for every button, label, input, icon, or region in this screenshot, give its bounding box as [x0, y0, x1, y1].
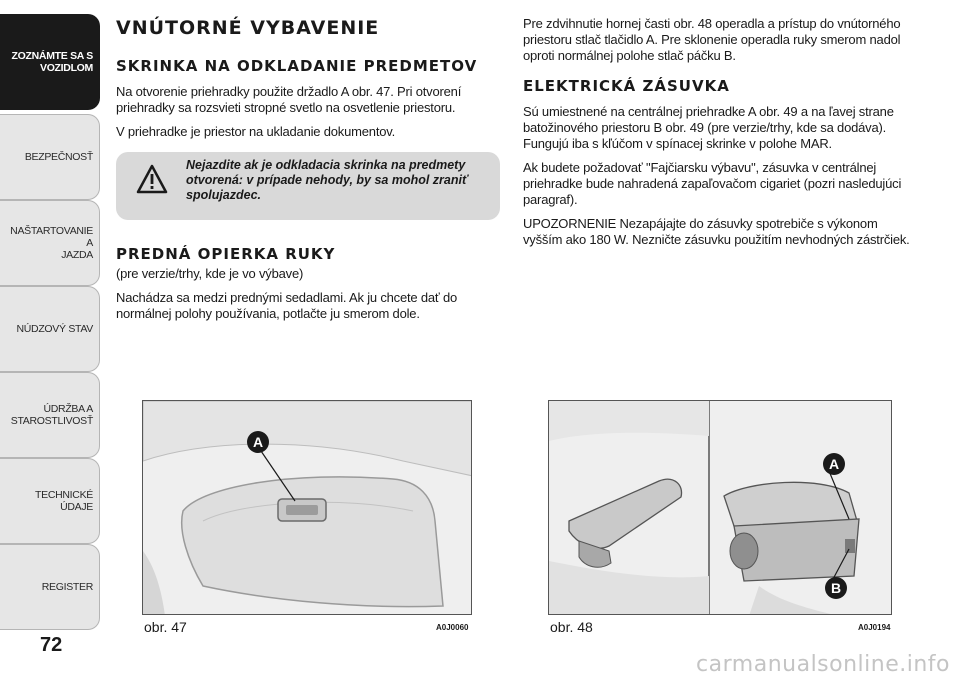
section-heading-socket: ELEKTRICKÁ ZÁSUVKA — [523, 77, 730, 95]
marker-a: A — [823, 453, 845, 475]
tab-label: TECHNICKÉ ÚDAJE — [35, 489, 93, 513]
page-number: 72 — [40, 634, 63, 656]
figure-48-armrest — [548, 400, 892, 615]
warning-triangle-icon — [136, 164, 168, 194]
tab-nudzovy-stav[interactable] — [0, 286, 100, 372]
left-column — [116, 16, 500, 330]
figure-47-caption: obr. 47 — [144, 619, 187, 635]
figure-48-code: A0J0194 — [858, 623, 891, 632]
paragraph-glovebox-open: Na otvorenie priehradky použite držadlo A obr. 47. Pri otvorení priehradky sa rozsvieti stropné svetlo na osvetlenie priestoru. — [116, 84, 462, 115]
glovebox-illustration — [143, 401, 472, 615]
chapter-sidebar — [0, 0, 104, 686]
tab-label: ZOZNÁMTE SA S VOZIDLOM — [11, 50, 93, 74]
paragraph-glovebox-docs: V priehradke je priestor na ukladanie dokumentov. — [116, 124, 396, 139]
figure-47-code: A0J0060 — [436, 623, 469, 632]
tab-nastartovanie-a-jazda[interactable] — [0, 200, 100, 286]
paragraph-socket-location: Sú umiestnené na centrálnej priehradke A obr. 49 a na ľavej strane batožinového priestoru B obr. 49 (pre verzie/trhy, kde sa dodáva). Fungujú iba s kľúčom v spínacej skrinke v polohe MAR. — [523, 104, 894, 151]
tab-label: ÚDRŽBA A STAROSTLIVOSŤ — [10, 403, 93, 427]
paragraph-socket-lighter: Ak budete požadovať "Fajčiarsku výbavu", zásuvka v centrálnej priehradke bude nahradená zapaľovačom cigariet (pozri nasledujúci paragraf). — [523, 160, 902, 207]
section-heading-glovebox: SKRINKA NA ODKLADANIE PREDMETOV — [116, 57, 478, 75]
marker-b: B — [825, 577, 847, 599]
marker-a: A — [247, 431, 269, 453]
armrest-availability-note: (pre verzie/trhy, kde je vo výbave) — [116, 266, 304, 281]
figure-48-caption: obr. 48 — [550, 619, 593, 635]
warning-box — [116, 152, 500, 220]
tab-register[interactable] — [0, 544, 100, 630]
paragraph-armrest-operation: Pre zdvihnutie hornej časti obr. 48 operadla a prístup do vnútorného priestoru stlač tlačidlo A. Pre sklonenie operadla ruky smerom nadol oproti normálnej polohe stlač páčku B. — [523, 16, 901, 63]
tab-label: BEZPEČNOSŤ — [24, 151, 93, 163]
tab-label: NÚDZOVÝ STAV — [16, 323, 93, 335]
watermark: carmanualsonline.info — [696, 652, 950, 677]
right-column — [523, 16, 913, 256]
paragraph-armrest: Nachádza sa medzi prednými sedadlami. Ak ju chcete dať do normálnej polohy používania, potlačte ju smerom dole. — [116, 290, 458, 321]
figure-47-glovebox — [142, 400, 472, 615]
tab-technicke-udaje[interactable] — [0, 458, 100, 544]
tab-zoznamte-sa-s-vozidlom[interactable] — [0, 14, 100, 110]
paragraph-socket-warning: UPOZORNENIE Nezapájajte do zásuvky spotrebiče s výkonom vyšším ako 180 W. Nezničte zásuvku použitím nevhodných zástrčiek. — [523, 216, 910, 247]
page-title: VNÚTORNÉ VYBAVENIE — [116, 17, 380, 39]
tab-label: REGISTER — [41, 581, 93, 593]
section-heading-armrest: PREDNÁ OPIERKA RUKY — [116, 245, 336, 263]
tab-udrzba-a-starostlivost[interactable] — [0, 372, 100, 458]
warning-text: Nejazdite ak je odkladacia skrinka na predmety otvorená: v prípade nehody, by sa mohol zraniť spolujazdec. — [186, 158, 468, 202]
tab-label: NAŠTARTOVANIE A JAZDA — [10, 225, 93, 261]
tab-bezpecnost[interactable] — [0, 114, 100, 200]
